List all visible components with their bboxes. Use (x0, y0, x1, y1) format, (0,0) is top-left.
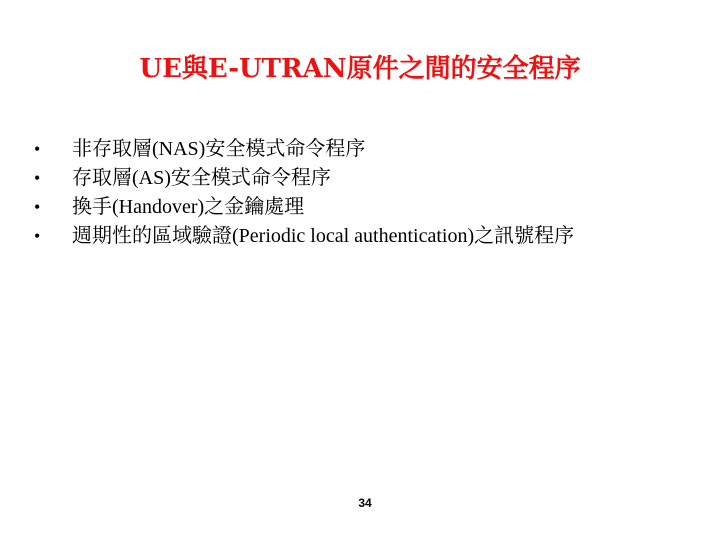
bullet-text: 換手(Handover)之金鑰處理 (72, 196, 305, 218)
bullet-text: 週期性的區域驗證(Periodic local authentication)之訊號程序 (72, 225, 575, 247)
bullet-icon: • (34, 168, 41, 188)
bullet-icon: • (34, 197, 41, 217)
slide-title: UE與E-UTRAN原件之間的安全程序 (139, 54, 581, 84)
page-number: 34 (358, 496, 372, 510)
bullet-item (34, 193, 704, 222)
bullet-text: 非存取層(NAS)安全模式命令程序 (72, 138, 366, 160)
bullet-icon: • (34, 139, 41, 159)
bullet-item (34, 222, 704, 251)
bullet-text: 存取層(AS)安全模式命令程序 (72, 167, 331, 189)
bullet-item (34, 164, 704, 193)
bullet-list (34, 135, 704, 251)
bullet-icon: • (34, 226, 41, 246)
bullet-item (34, 135, 704, 164)
